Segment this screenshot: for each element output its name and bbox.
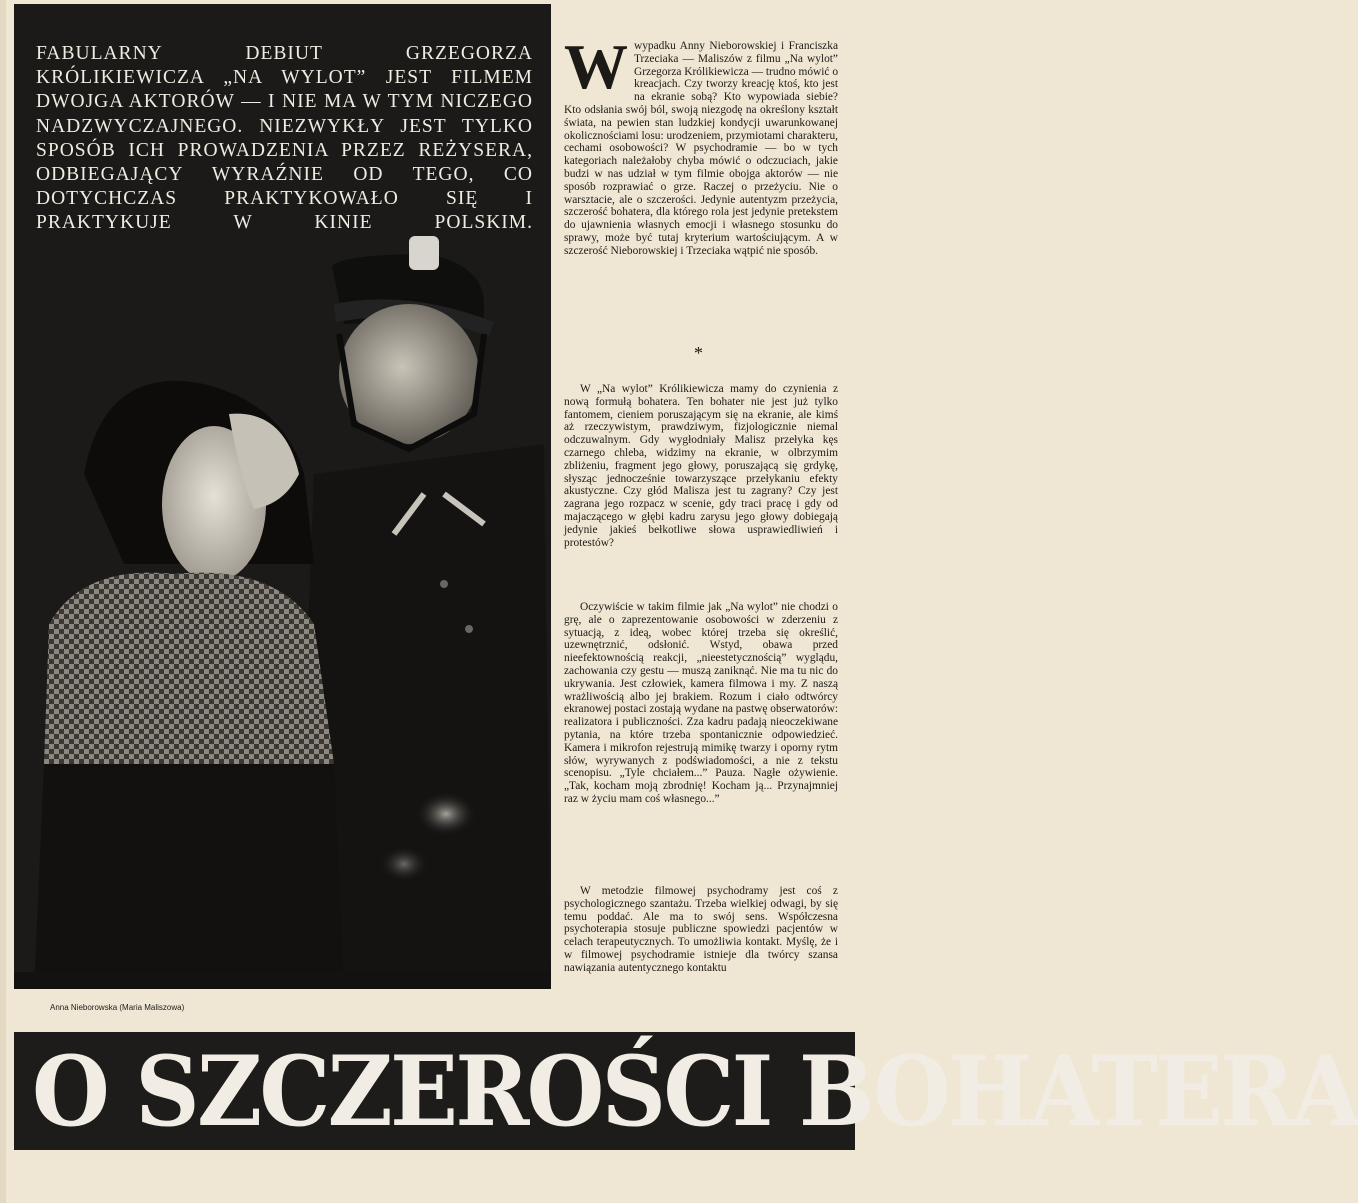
article-paragraph-1: [564, 31, 839, 258]
article-paragraph-3: Oczywiście w takim filmie jak „Na wylot” nie chodzi o grę, ale o zaprezentowanie osobowości w zderzeniu z sytuacją, z ideą, wobec której trzeba się określić, uzewnętrznić, odsłonić. Wstyd, obawa przed nieefektownością reakcji, „nieestetycznością” wyglądu, zachowania czy gestu — muszą zaniknąć. Nie ma tu nic do ukrywania. Jest człowiek, kamera filmowa i my. Z naszą wrażliwością albo jej brakiem. Rozum i ciało odtwórcy ekranowej postaci zostają wydane na pastwę obserwatorów: realizatora i publiczności. Zza kadru padają nieoczekiwane pytania, na które trzeba spontanicznie odpowiedzieć. Kamera i mikrofon rejestrują mimikę twarzy i oporny rytm słów, wyrywanych z podświadomości, a nie z tekstu scenopisu. „Tyle chciałem...” Pauza. Nagłe ożywienie. „Tak, kocham moją zbrodnię! Kocham ją... Przynajmniej raz w życiu mam coś własnego...”: [564, 601, 838, 805]
film-still-photo: [14, 4, 551, 989]
page-edge: [0, 0, 6, 1203]
lede-text: FABULARNY DEBIUT GRZEGORZA KRÓLIKIEWICZA „NA WYLOT” JEST FILMEM DWOJGA AKTORÓW — I NIE MA W TYM NICZEGO NADZWYCZAJNEGO. NIEZWYKŁY JEST TYLKO SPOSÓB ICH PROWADZENIA PRZEZ REŻYSERA, ODBIEGAJĄCY WYRAŹNIE OD TEGO, CO DOTYCHCZAS PRAKTYKOWAŁO SIĘ I PRAKTYKUJE W KINIE POLSKIM.: [36, 43, 533, 234]
paragraph-1-text: wypadku Anny Nieborowskiej i Franciszka Trzeciaka — Maliszów z filmu „Na wylot” Grzegorza Królikiewicza — trudno mówić o kreacjach. Czy tworzy kreację ktoś, kto jest na ekranie sobą? Kto wypowiada siebie? Kto odsłania swój ból, swoją niezgodę na określony kształt świata, na pewien stan ludzkiej kondycji uwarunkowanej okolicznościami losu: urodzeniem, przymiotami charakteru, cechami osobowości? W psychodramie — bo w tych kategoriach należałoby chyba mówić o odczuciach, jakie budzi w nas udział w tym filmie obojga aktorów — nie sposób rozprawiać o grze. Raczej o przeżyciu. Nie o warsztacie, ale o szczerości. Jedynie autentyzm przeżycia, szczerość bohatera, dla którego rola jest jedynie pretekstem do ujawnienia własnych emocji i własnego stosunku do sprawy, może być tutaj kryterium wartościującym. A w szczerość Nieborowskiej i Trzeciaka wątpić nie sposób.: [564, 40, 839, 257]
article-paragraph-2: W „Na wylot” Królikiewicza mamy do czynienia z nową formułą bohatera. Ten bohater nie jest już tylko fantomem, cieniem poruszającym się na ekranie, ale kimś aż rzeczywistym, prawdziwym, fizjologicznie niemal odczuwalnym. Gdy wygłodniały Malisz przełyka kęs czarnego chleba, widzimy na ekranie, w olbrzymim zbliżeniu, fragment jego głowy, poruszającą się grdykę, słysząc jednocześnie towarzyszące przełykaniu efekty akustyczne. Czy głód Malisza jest tu zagrany? Czy jest zagrana jego rozpacz w scenie, gdy traci pracę i gdy od majaczącego w głębi kadru zarysu jego głowy dobiegają jedynie jakieś bełkotliwe słowa usprawiedliwień i protestów?: [564, 383, 838, 549]
article-column-4: [564, 885, 838, 975]
article-column-2: [564, 383, 838, 549]
headline: O SZCZEROŚCI BOHATERA: [32, 1035, 1358, 1148]
article-paragraph-4: W metodzie filmowej psychodramy jest coś z psychologicznego szantażu. Trzeba wielkiej odwagi, by się temu poddać. Ale ma to swój sens. Współczesna psychoterapia stosuje publiczne spowiedzi pacjentów w celach terapeutycznych. To umożliwia kontakt. Myślę, że i w filmowej psychodramie istnieje dla twórcy szansa nawiązania autentycznego kontaktu: [564, 885, 838, 974]
drop-cap: W: [564, 31, 628, 102]
headline-banner: [14, 1032, 1358, 1150]
photo-caption: Anna Nieborowska (Maria Maliszowa): [50, 1003, 185, 1012]
article-column-top: [564, 31, 839, 258]
section-separator: *: [694, 343, 703, 363]
article-column-3: [564, 601, 838, 806]
